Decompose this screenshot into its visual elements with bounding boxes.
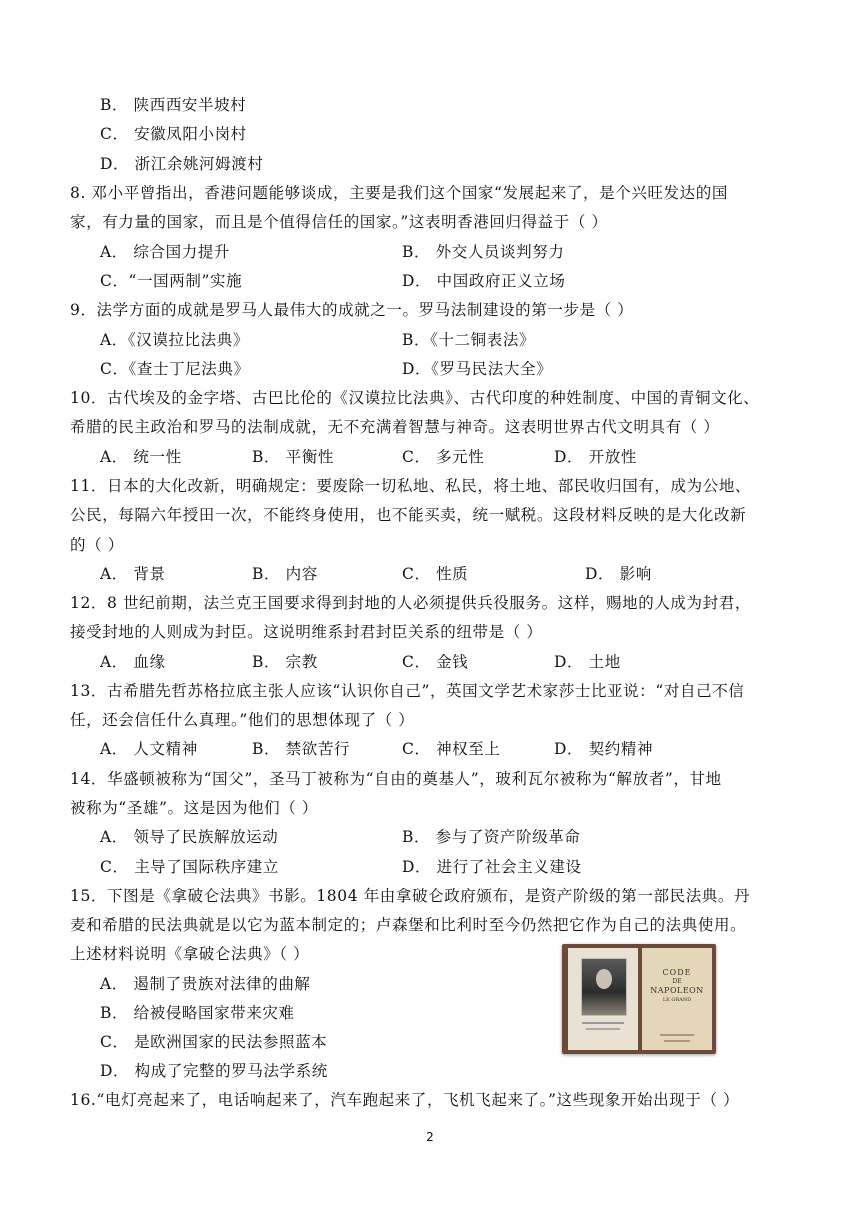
q16-stem-line1: 16.“电灯亮起来了，电话响起来了，汽车跑起来了，飞机飞起来了。”这些现象开始出现于（ ） <box>70 1091 740 1109</box>
q11-stem-line1: 11．日本的大化改新，明确规定：要废除一切私地、私民，将土地、部民收归国有，成为公地、 <box>70 477 752 495</box>
q10-stem-line1: 10．古代埃及的金字塔、古巴比伦的《汉谟拉比法典》、古代印度的种姓制度、中国的青铜文化、 <box>70 389 760 407</box>
book-title-page <box>642 948 712 1050</box>
q15-stem-line3: 上述材料说明《拿破仑法典》（ ） <box>70 945 310 963</box>
q15-stem-line2: 麦和希腊的民法典就是以它为蓝本制定的；卢森堡和比利时至今仍然把它作为自己的法典使用。 <box>70 916 747 934</box>
portrait-caption-line <box>582 1022 624 1024</box>
q8-option-d: D． 中国政府正义立场 <box>402 272 566 290</box>
book-title-code: CODE <box>662 968 692 977</box>
q9-option-b: B．《十二铜表法》 <box>402 331 536 349</box>
q8-option-c: C．“一国两制”实施 <box>100 272 243 290</box>
q11-stem-line3: 的（ ） <box>70 536 124 554</box>
q11-option-d: D． 影响 <box>585 565 652 583</box>
q9-option-d: D．《罗马民法大全》 <box>402 360 553 378</box>
q10-option-b: B． 平衡性 <box>252 448 334 466</box>
q10-option-c: C． 多元性 <box>402 448 485 466</box>
q13-stem-line2: 任，还会信任什么真理。”他们的思想体现了（ ） <box>70 711 415 729</box>
q11-option-c: C． 性质 <box>402 565 469 583</box>
q8-stem-line1: 8. 邓小平曾指出，香港问题能够谈成，主要是我们这个国家“发展起来了，是个兴旺发达的国 <box>70 184 728 202</box>
book-title-de: DE <box>672 978 682 985</box>
q11-stem-line2: 公民，每隔六年授田一次，不能终身使用，也不能买卖，统一赋税。这段材料反映的是大化改新 <box>70 506 747 524</box>
q14-stem-line2: 被称为“圣雄”。这是因为他们（ ） <box>70 799 318 817</box>
book-frontispiece-page <box>568 948 638 1050</box>
q13-option-d: D． 契约精神 <box>554 740 654 758</box>
book-title-le-grand: LE GRAND <box>662 997 692 1003</box>
q10-option-d: D． 开放性 <box>554 448 637 466</box>
q14-option-b: B． 参与了资产阶级革命 <box>402 828 581 846</box>
q13-option-c: C． 神权至上 <box>402 740 501 758</box>
napoleonic-code-book-image <box>562 944 716 1054</box>
q15-option-d: D． 构成了完整的罗马法学系统 <box>100 1062 328 1080</box>
q15-stem-line1: 15．下图是《拿破仑法典》书影。1804 年由拿破仑政府颁布，是资产阶级的第一部民法典。丹 <box>70 887 751 905</box>
q7-option-c: C． 安徽凤阳小岗村 <box>100 125 247 143</box>
q12-stem-line2: 接受封地的人则成为封臣。这说明维系封君封臣关系的纽带是（ ） <box>70 623 543 641</box>
book-imprint-line <box>664 1040 690 1042</box>
q13-option-a: A． 人文精神 <box>100 740 198 758</box>
q11-option-b: B． 内容 <box>252 565 318 583</box>
napoleon-portrait <box>581 958 627 1016</box>
page-number: 2 <box>426 1130 434 1144</box>
q10-option-a: A． 统一性 <box>100 448 182 466</box>
q14-option-a: A． 领导了民族解放运动 <box>100 828 279 846</box>
q12-option-a: A． 血缘 <box>100 653 166 671</box>
q12-stem-line1: 12．8 世纪前期，法兰克王国要求得到封地的人必须提供兵役服务。这样，赐地的人成为封君， <box>70 594 751 612</box>
q14-option-d: D． 进行了社会主义建设 <box>402 858 582 876</box>
q9-option-a: A．《汉谟拉比法典》 <box>100 331 249 349</box>
q15-option-a: A． 遏制了贵族对法律的曲解 <box>100 975 311 993</box>
q8-option-a: A． 综合国力提升 <box>100 243 231 261</box>
q15-option-b: B． 给被侵略国家带来灾难 <box>100 1004 295 1022</box>
q13-option-b: B． 禁欲苦行 <box>252 740 351 758</box>
q12-option-d: D． 土地 <box>554 653 621 671</box>
q7-option-d: D． 浙江余姚河姆渡村 <box>100 155 264 173</box>
portrait-face <box>596 969 612 989</box>
q9-option-c: C．《查士丁尼法典》 <box>100 360 250 378</box>
q10-stem-line2: 希腊的民主政治和罗马的法制成就，无不充满着智慧与神奇。这表明世界古代文明具有（ ） <box>70 418 720 436</box>
q12-option-b: B． 宗教 <box>252 653 318 671</box>
q8-stem-line2: 家，有力量的国家，而且是个值得信任的国家。”这表明香港回归得益于（ ） <box>70 213 608 231</box>
q14-stem-line1: 14．华盛顿被称为“国父”，圣马丁被称为“自由的奠基人”，玻利瓦尔被称为“解放者”，甘地 <box>70 770 722 788</box>
q12-option-c: C． 金钱 <box>402 653 469 671</box>
q15-option-c: C． 是欧洲国家的民法参照蓝本 <box>100 1033 328 1051</box>
book-title-napoleon: NAPOLEON <box>650 986 704 995</box>
q14-option-c: C． 主导了国际秩序建立 <box>100 858 279 876</box>
q8-option-b: B． 外交人员谈判努力 <box>402 243 565 261</box>
q7-option-b: B． 陕西西安半坡村 <box>100 96 247 114</box>
q13-stem-line1: 13．古希腊先哲苏格拉底主张人应该“认识你自己”，英国文学艺术家莎士比亚说：“对自己不信 <box>70 682 745 700</box>
q9-stem-line1: 9．法学方面的成就是罗马人最伟大的成就之一。罗马法制建设的第一步是（ ） <box>70 301 634 319</box>
book-imprint-line <box>660 1034 694 1036</box>
portrait-caption-line <box>586 1028 620 1030</box>
q11-option-a: A． 背景 <box>100 565 166 583</box>
